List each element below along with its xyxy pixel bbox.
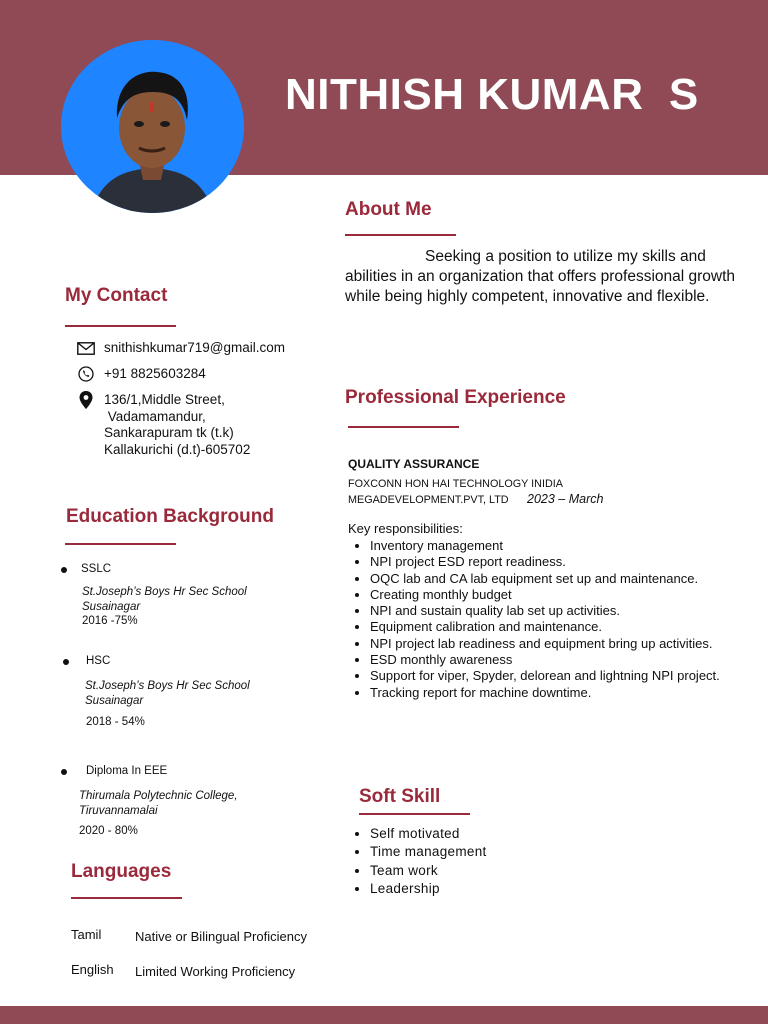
contact-heading: My Contact — [65, 285, 168, 306]
list-item: • Self motivated — [370, 825, 487, 843]
profile-photo — [61, 40, 244, 213]
edu-level-3: Diploma In EEE — [86, 765, 168, 777]
language-name-1: Tamil — [71, 927, 102, 942]
contact-phone-row — [76, 366, 206, 382]
address-line-3: Sankarapuram tk (t.k) — [104, 425, 234, 440]
job-date: 2023 – March — [527, 492, 604, 506]
list-item: • Leadership — [370, 880, 487, 898]
list-item: • Equipment calibration and maintenance. — [370, 619, 740, 635]
address-line-4: Kallakurichi (d.t)-605702 — [104, 441, 251, 457]
footer-band — [0, 1006, 768, 1024]
edu-school-3-line-2: Tiruvannamalai — [79, 805, 158, 817]
edu-bullet-3 — [61, 769, 67, 775]
edu-bullet-2 — [63, 659, 69, 665]
contact-phone[interactable]: +91 8825603284 — [104, 366, 206, 381]
list-item: • Inventory management — [370, 538, 740, 554]
edu-school-3 — [79, 789, 238, 819]
edu-bullet-1 — [61, 567, 67, 573]
address-line-2: Vadamamandur, — [104, 408, 206, 424]
edu-level-1: SSLC — [81, 563, 112, 575]
about-rule — [345, 234, 456, 236]
language-proficiency-1: Native or Bilingual Proficiency — [135, 929, 307, 944]
candidate-name: NITHISH KUMAR S — [285, 70, 699, 119]
list-item: • NPI project ESD report readiness. — [370, 554, 740, 570]
company-line-1: FOXCONN HON HAI TECHNOLOGY INIDIA — [348, 478, 563, 490]
education-heading: Education Background — [66, 506, 274, 527]
phone-icon — [76, 366, 96, 382]
responsibilities-list — [348, 538, 740, 701]
key-responsibilities-label: Key responsibilities: — [348, 521, 463, 536]
edu-school-2-line-1: St.Joseph’s Boys Hr Sec School — [85, 680, 250, 692]
soft-skill-heading: Soft Skill — [359, 786, 441, 807]
list-item: • NPI and sustain quality lab set up activities. — [370, 603, 740, 619]
edu-result-1: 2016 -75% — [82, 615, 138, 627]
language-name-2: English — [71, 962, 114, 977]
list-item: • Tracking report for machine downtime. — [370, 685, 740, 701]
soft-skill-list — [348, 825, 487, 898]
contact-address — [104, 392, 250, 458]
edu-result-2: 2018 - 54% — [86, 716, 145, 728]
location-pin-icon — [76, 392, 96, 408]
edu-school-1-line-1: St.Joseph’s Boys Hr Sec School — [82, 586, 247, 598]
list-item: • Creating monthly budget — [370, 587, 740, 603]
list-item: • Support for viper, Spyder, delorean and lightning NPI project. — [370, 668, 740, 684]
contact-email[interactable]: snithishkumar719@gmail.com — [104, 340, 286, 355]
edu-school-2-line-2: Susainagar — [85, 695, 144, 707]
language-proficiency-2: Limited Working Proficiency — [135, 964, 296, 979]
mail-icon — [76, 340, 96, 356]
about-heading: About Me — [345, 199, 432, 220]
experience-rule — [348, 426, 459, 428]
experience-heading: Professional Experience — [345, 387, 566, 408]
contact-address-row — [76, 392, 250, 458]
languages-heading: Languages — [71, 861, 172, 882]
company-line-2: MEGADEVELOPMENT.PVT, LTD — [348, 494, 509, 506]
soft-skill-rule — [359, 813, 470, 815]
list-item: • OQC lab and CA lab equipment set up and maintenance. — [370, 571, 740, 587]
edu-school-1 — [82, 585, 247, 615]
edu-school-1-line-2: Susainagar — [82, 601, 141, 613]
job-title: QUALITY ASSURANCE — [348, 457, 480, 471]
contact-rule — [65, 325, 176, 327]
list-item: • ESD monthly awareness — [370, 652, 740, 668]
edu-result-3: 2020 - 80% — [79, 825, 138, 837]
edu-school-3-line-1: Thirumala Polytechnic College, — [79, 790, 238, 802]
address-line-1: 136/1,Middle Street, — [104, 392, 225, 407]
list-item: • Time management — [370, 843, 487, 861]
about-text — [345, 247, 745, 307]
list-item: • Team work — [370, 862, 487, 880]
list-item: • NPI project lab readiness and equipment bring up activities. — [370, 636, 740, 652]
edu-school-2 — [85, 679, 250, 709]
edu-level-2: HSC — [86, 655, 111, 667]
about-text-body: Seeking a position to utilize my skills and abilities in an organization that offers professional growth while being highly competent, innovative and flexible. — [345, 248, 736, 305]
contact-email-row — [76, 340, 285, 356]
portrait-illustration — [61, 40, 244, 213]
languages-rule — [71, 897, 182, 899]
education-rule — [65, 543, 176, 545]
